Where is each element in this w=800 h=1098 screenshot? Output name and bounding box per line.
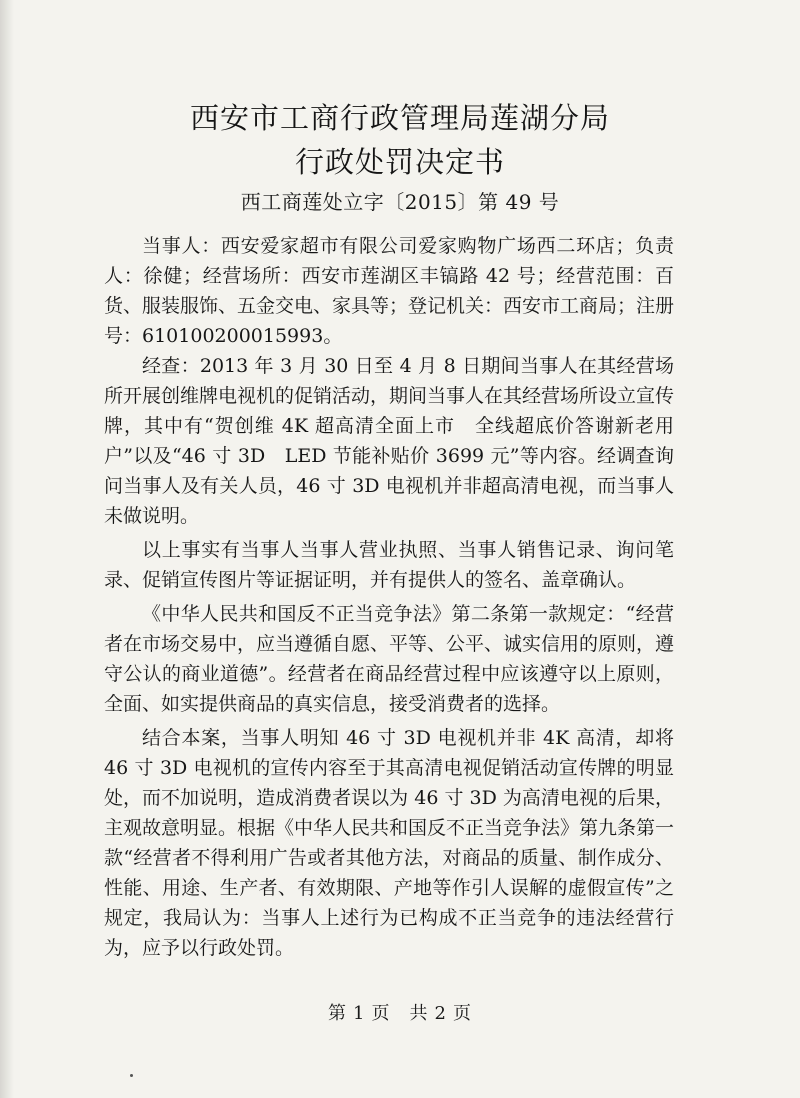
paragraph-law: 《中华人民共和国反不正当竞争法》第二条第一款规定：“经营者在市场交易中，应当遵循自愿、平等、公平、诚实信用的原则，遵守公认的商业道德”。经营者在商品经营过程中应该遵守以上原则，全面、如实提供商品的真实信息，接受消费者的选择。 bbox=[104, 603, 675, 715]
document-body bbox=[104, 231, 674, 963]
page-footer bbox=[0, 999, 800, 1025]
footer-page-end: 页 bbox=[452, 1003, 472, 1024]
document-number: 西工商莲处立字〔2015〕第 49 号 bbox=[240, 190, 560, 214]
document-title-line2: 行政处罚决定书 bbox=[294, 145, 505, 179]
paragraph-investigation: 经查：2013 年 3 月 30 日至 4 月 8 日期间当事人在其经营场所开展创维牌电视机的促销活动，期间当事人在其经营场所设立宣传牌，其中有“贺创维 4K 超高清全面上市 全线超底价答谢新老用户”以及“46 寸 3D LED 节能补贴价 3699 元”等内容。经调查询问当事人及有关人员，46 寸 3D 电视机并非超高清电视，而当事人未做说明。 bbox=[104, 355, 675, 527]
document-title-line1: 西安市工商行政管理局莲湖分局 bbox=[189, 101, 610, 135]
footer-page-mid: 页 共 bbox=[371, 1003, 429, 1024]
footer-page-current: 1 bbox=[353, 1003, 366, 1024]
paragraph-conclusion: 结合本案，当事人明知 46 寸 3D 电视机并非 4K 高清，却将 46 寸 3D 电视机的宣传内容至于其高清电视促销活动宣传牌的明显处，而不加说明，造成消费者误以为 46 寸 3D 为高清电视的后果，主观故意明显。根据《中华人民共和国反不正当竞争法》第九条第一款“经营者不得利用广告或者其他方法，对商品的质量、制作成分、性能、用途、生产者、有效期限、产地等作引人误解的虚假宣传”之规定，我局认为：当事人上述行为已构成不正当竞争的违法经营行为，应予以行政处罚。 bbox=[104, 727, 675, 959]
paragraph-party: 当事人：西安爱家超市有限公司爱家购物广场西二环店；负责人：徐健；经营场所：西安市莲湖区丰镐路 42 号；经营范围：百货、服装服饰、五金交电、家具等；登记机关：西安市工商局；注册号：610100200015993。 bbox=[104, 235, 675, 347]
footer-page-label: 第 bbox=[328, 1003, 348, 1024]
footer-page-total: 2 bbox=[434, 1003, 447, 1024]
paragraph-evidence: 以上事实有当事人当事人营业执照、当事人销售记录、询问笔录、促销宣传图片等证据证明，并有提供人的签名、盖章确认。 bbox=[104, 539, 674, 591]
scan-speck bbox=[130, 1074, 133, 1077]
